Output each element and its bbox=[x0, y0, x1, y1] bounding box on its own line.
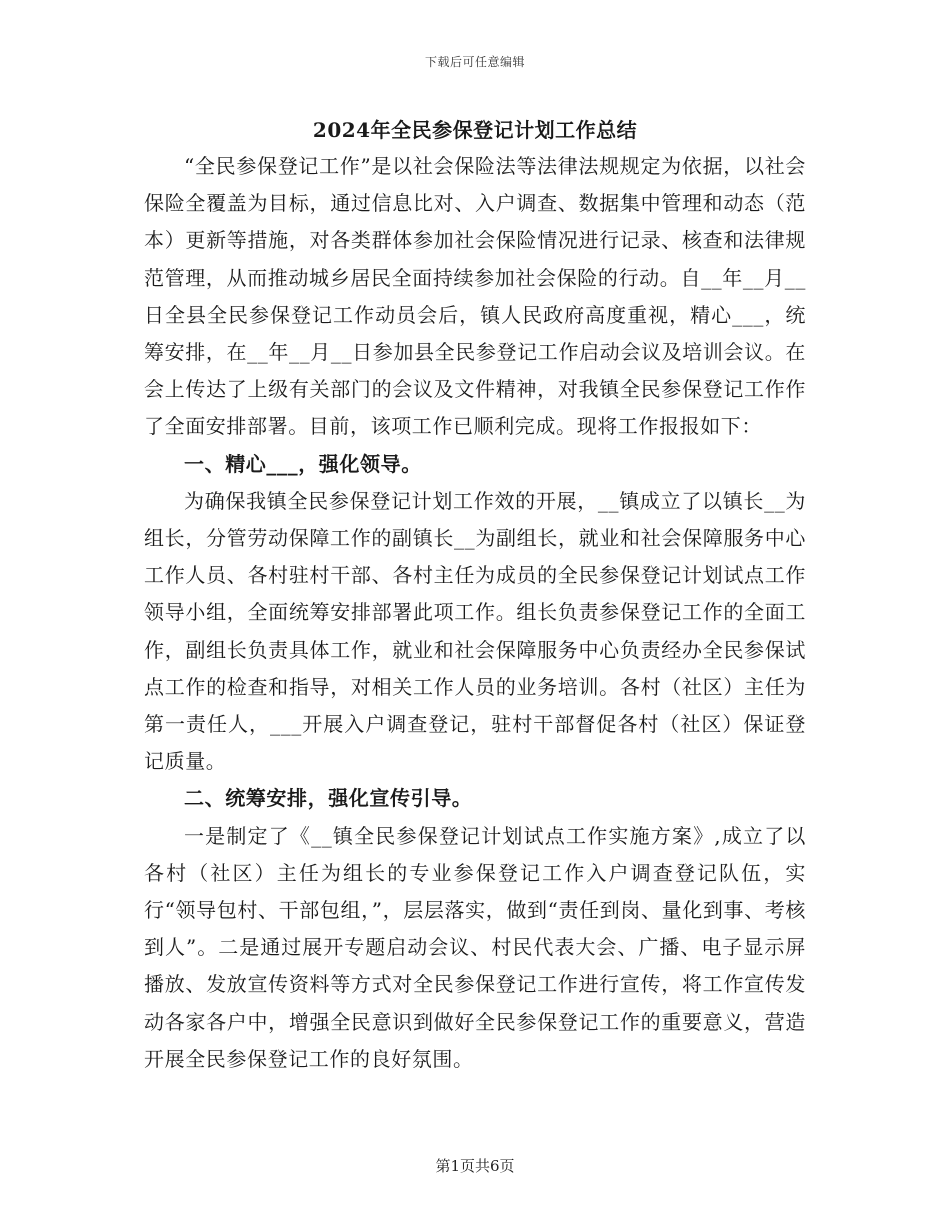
section-heading-1: 一、精心___，强化领导。 bbox=[184, 451, 422, 476]
header-note: 下载后可任意编辑 bbox=[424, 55, 525, 69]
section-heading-2: 二、统筹安排，强化宣传引导。 bbox=[184, 786, 473, 811]
document-title: 2024年全民参保登记计划工作总结 bbox=[312, 118, 638, 142]
paragraph-section-2: 一是制定了《__镇全民参保登记计划试点工作实施方案》,成立了以各村（社区）主任为组长的专业参保登记工作入户调查登记队伍，实行“领导包村、干部包组，”，层层落实，做到“责任到岗、量化到事、考核到人”。二是通过展开专题启动会议、村民代表大会、广播、电子显示屏播放、发放宣传资料等方式对全民参保登记工作进行宣传，将工作宣传发动各家各户中，增强全民意识到做好全民参保登记工作的重要意义，营造开展全民参保登记工作的良好氛围。 bbox=[144, 823, 806, 1071]
paragraph-section-1: 为确保我镇全民参保登记计划工作效的开展，__镇成立了以镇长__为组长，分管劳动保障工作的副镇长__为副组长，就业和社会保障服务中心工作人员、各村驻村干部、各村主任为成员的全民参保登记计划试点工作领导小组，全面统筹安排部署此项工作。组长负责参保登记工作的全面工作，副组长负责具体工作，就业和社会保障服务中心负责经办全民参保试点工作的检查和指导，对相关工作人员的业务培训。各村（社区）主任为第一责任人，___开展入户调查登记，驻村干部督促各村（社区）保证登记质量。 bbox=[144, 488, 806, 774]
page-footer: 第1页共6页 bbox=[435, 1157, 515, 1175]
paragraph-intro: “全民参保登记工作”是以社会保险法等法律法规规定为依据，以社会保险全覆盖为目标，通过信息比对、入户调查、数据集中管理和动态（范本）更新等措施，对各类群体参加社会保险情况进行记录、核查和法律规范管理，从而推动城乡居民全面持续参加社会保险的行动。自__年__月__日全县全民参保登记工作动员会后，镇人民政府高度重视，精心___，统筹安排，在__年__月__日参加县全民参登记工作启动会议及培训会议。在会上传达了上级有关部门的会议及文件精神，对我镇全民参保登记工作作了全面安排部署。目前，该项工作已顺利完成。现将工作报报如下： bbox=[144, 154, 806, 439]
document-body bbox=[144, 148, 806, 1078]
